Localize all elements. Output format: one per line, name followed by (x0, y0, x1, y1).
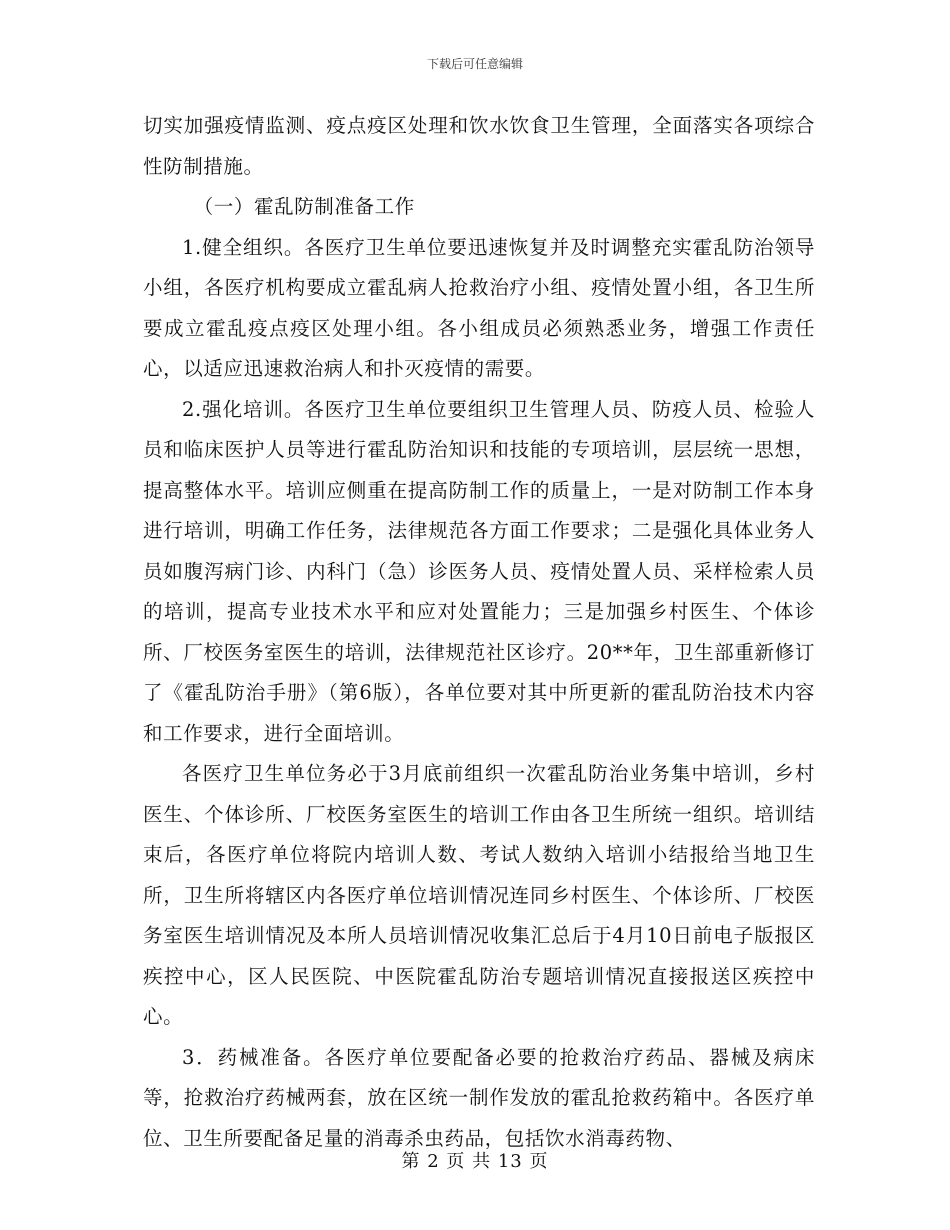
paragraph-training: 2.强化培训。各医疗卫生单位要组织卫生管理人员、防疫人员、检验人员和临床医护人员等进行霍乱防治知识和技能的专项培训，层层统一思想，提高整体水平。培训应侧重在提高防制工作的质量上，一是对防制工作本身进行培训，明确工作任务，法律规范各方面工作要求；二是强化具体业务人员如腹泻病门诊、内科门（急）诊医务人员、疫情处置人员、采样检索人员的培训，提高专业技术水平和应对处置能力；三是加强乡村医生、个体诊所、厂校医务室医生的培训，法律规范社区诊疗。20**年，卫生部重新修订了《霍乱防治手册》（第6版），各单位要对其中所更新的霍乱防治技术内容和工作要求，进行全面培训。 (143, 397, 815, 745)
page-footer: 第 2 页 共 13 页 (401, 1151, 549, 1172)
paragraph-training-schedule: 各医疗卫生单位务必于3月底前组织一次霍乱防治业务集中培训，乡村医生、个体诊所、厂校医务室医生的培训工作由各卫生所统一组织。培训结束后，各医疗单位将院内培训人数、考试人数纳入培训小结报给当地卫生所，卫生所将辖区内各医疗单位培训情况连同乡村医生、个体诊所、厂校医务室医生培训情况及本所人员培训情况收集汇总后于4月10日前电子版报区疾控中心，区人民医院、中医院霍乱防治专题培训情况直接报送区疾控中心。 (143, 762, 815, 1028)
section-heading: （一）霍乱防制准备工作 (193, 195, 415, 218)
page-header: 下载后可任意编辑 (426, 57, 523, 71)
paragraph-equipment: 3．药械准备。各医疗单位要配备必要的抢救治疗药品、器械及病床等，抢救治疗药械两套，放在区统一制作发放的霍乱抢救药箱中。各医疗单位、卫生所要配备足量的消毒杀虫药品，包括饮水消毒药物、 (143, 1045, 815, 1150)
paragraph-organization: 1.健全组织。各医疗卫生单位要迅速恢复并及时调整充实霍乱防治领导小组，各医疗机构要成立霍乱病人抢救治疗小组、疫情处置小组，各卫生所要成立霍乱疫点疫区处理小组。各小组成员必须熟悉业务，增强工作责任心，以适应迅速救治病人和扑灭疫情的需要。 (143, 235, 815, 380)
paragraph-intro-continued: 切实加强疫情监测、疫点疫区处理和饮水饮食卫生管理，全面落实各项综合性防制措施。 (143, 114, 815, 178)
document-body (143, 106, 815, 1159)
